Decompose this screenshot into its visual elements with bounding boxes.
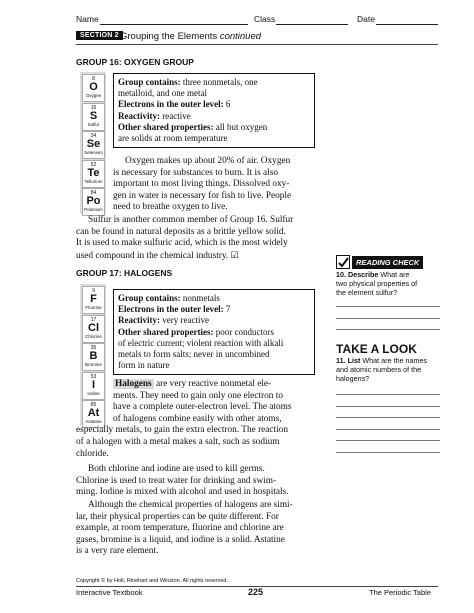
date-field[interactable] xyxy=(376,24,438,25)
check-icon xyxy=(336,255,350,269)
q11-number: 11. xyxy=(336,356,346,365)
q11-line-1: What are the names xyxy=(360,356,428,365)
class-field[interactable] xyxy=(276,24,348,25)
element-symbol: B xyxy=(89,350,98,362)
element-name: Fluorine xyxy=(85,305,102,310)
g16-l1-text: three nonmetals, one xyxy=(180,77,258,87)
germs-line-1: Both chlorine and iodine are used to kill germs. xyxy=(88,464,265,474)
section-continued: continued xyxy=(219,31,262,42)
element-name: Oxygen xyxy=(85,93,102,98)
element-name: Polonium xyxy=(84,207,103,212)
name-label: Name xyxy=(76,14,99,24)
element-tile xyxy=(82,74,105,102)
section-title xyxy=(120,31,261,42)
oxygen-line-4: gen in water is necessary for fish to live. People xyxy=(113,190,292,201)
g17-l1-label: Group contains: xyxy=(118,293,181,303)
element-tile xyxy=(82,160,105,188)
oxygen-paragraph xyxy=(113,156,315,214)
page-number: 225 xyxy=(248,587,264,597)
g16-l5-label: Other shared properties: xyxy=(118,121,214,132)
question-10 xyxy=(336,271,440,297)
g16-l3-text: 6 xyxy=(223,99,231,110)
oxygen-line-3: important to most living things. Dissolved oxy- xyxy=(113,179,290,190)
q11-answer-lines[interactable] xyxy=(336,394,440,463)
q10-line-1: What are xyxy=(378,270,410,279)
sulfur-line-1: Sulfur is another common member of Group 16. Sulfur xyxy=(88,215,294,225)
take-a-look-heading: TAKE A LOOK xyxy=(336,342,417,356)
q11-verb: List xyxy=(347,356,361,365)
properties-line-2: lar, their physical properties can be quite different. For xyxy=(76,511,279,522)
reading-check-checkbox-icon: ☑ xyxy=(230,249,239,260)
question-11 xyxy=(336,357,440,383)
sulfur-line-3: It is used to make sulfuric acid, which is the most widely xyxy=(76,238,288,249)
germs-paragraph xyxy=(76,464,316,499)
g17-l5-text: of electric current; violent reaction with alkali xyxy=(118,337,284,348)
element-tile xyxy=(82,343,105,371)
g16-l6-text: are solids at room temperature xyxy=(118,133,228,144)
element-symbol: At xyxy=(87,407,100,419)
element-number: 17 xyxy=(90,316,97,323)
element-symbol: F xyxy=(90,293,97,305)
element-tile xyxy=(82,286,105,314)
element-name: Sulfur xyxy=(87,121,100,127)
element-name: Chlorine xyxy=(85,333,102,339)
halogens-highlight: Halogens xyxy=(115,379,152,389)
group16-title: GROUP 16: OXYGEN GROUP xyxy=(76,57,194,67)
g16-l4-label: Reactivity: xyxy=(118,110,160,121)
g17-l7-text: form in nature xyxy=(118,360,170,371)
section-title-text: Grouping the Elements xyxy=(120,31,218,42)
element-symbol: Se xyxy=(86,138,101,150)
halogens-line-1: are very reactive nonmetal ele- xyxy=(153,379,272,389)
element-name: Tellurium xyxy=(84,178,103,184)
q11-line-2: and atomic numbers of the xyxy=(336,364,422,374)
class-label: Class xyxy=(254,14,276,24)
group17-title: GROUP 17: HALOGENS xyxy=(76,268,173,278)
header-rule xyxy=(76,44,438,45)
q10-number: 10. xyxy=(336,270,346,279)
q10-line-3: the element sulfur? xyxy=(336,287,398,297)
footer-right: The Periodic Table xyxy=(369,588,431,597)
germs-line-3: ming. Iodine is mixed with alcohol and used in hospitals. xyxy=(76,487,289,498)
properties-line-5: is a very rare element. xyxy=(76,546,159,557)
element-tile xyxy=(82,315,105,343)
reading-check-header xyxy=(336,255,423,269)
element-name: Iodine xyxy=(87,390,100,396)
g17-l3-label: Reactivity: xyxy=(118,315,160,326)
halogens-line-4: of halogens combine easily with other atoms, xyxy=(113,413,282,424)
g17-l6-text: metals to form salts; never in uncombined xyxy=(118,349,270,360)
element-tile xyxy=(82,103,105,131)
properties-paragraph xyxy=(76,500,316,558)
element-number: 53 xyxy=(90,373,97,380)
q10-answer-lines[interactable] xyxy=(336,306,440,341)
oxygen-line-1: Oxygen makes up about 20% of air. Oxygen xyxy=(125,156,291,166)
element-number: 34 xyxy=(90,133,97,139)
sulfur-line-2: can be found in natural deposits as a brittle yellow solid. xyxy=(76,226,286,237)
halogens-line-6: of a halogen with a metal makes a salt, such as sodium xyxy=(76,436,280,447)
g16-l2-text: metalloid, and one metal xyxy=(118,88,207,99)
g17-l4-label: Other shared properties: xyxy=(118,326,214,337)
q10-verb: Describe xyxy=(348,270,379,279)
element-number: 35 xyxy=(90,345,97,351)
element-tile xyxy=(82,188,105,216)
halogens-paragraph xyxy=(76,379,316,460)
date-label: Date xyxy=(357,14,375,24)
section-badge: SECTION 2 xyxy=(76,31,123,40)
footer-left: Interactive Textbook xyxy=(76,588,143,597)
halogens-line-7: chloride. xyxy=(76,448,109,459)
element-number: 9 xyxy=(92,288,95,294)
element-symbol: I xyxy=(91,378,96,391)
name-field[interactable] xyxy=(100,24,248,25)
sulfur-line-4: used compound in the chemical industry. xyxy=(76,250,229,261)
element-name: Bromine xyxy=(85,362,102,367)
g17-l1-text: nonmetals xyxy=(180,293,220,303)
element-symbol: Cl xyxy=(88,321,99,334)
element-symbol: Po xyxy=(86,195,101,207)
element-number: 52 xyxy=(90,161,97,168)
copyright: Copyright © by Holt, Rinehart and Winston. All rights reserved. xyxy=(76,578,229,584)
g16-l1-label: Group contains: xyxy=(118,77,181,87)
element-symbol: Te xyxy=(87,166,100,179)
q11-line-3: halogens? xyxy=(336,373,370,383)
properties-line-1: Although the chemical properties of halogens are simi- xyxy=(88,500,293,510)
g16-l5-text: all but oxygen xyxy=(213,121,268,132)
group16-info-box xyxy=(113,73,315,148)
element-symbol: S xyxy=(89,109,98,122)
g16-l4-text: reactive xyxy=(159,110,191,121)
sulfur-paragraph xyxy=(76,215,316,262)
q10-line-2: two physical properties of xyxy=(336,278,418,288)
halogens-line-2: ments. They need to gain only one electron to xyxy=(113,390,283,401)
g17-l4-text: poor conductors xyxy=(213,326,274,337)
g17-l3-text: very reactive xyxy=(159,315,209,326)
element-name: Astatine xyxy=(85,419,102,424)
element-number: 8 xyxy=(92,76,95,82)
reading-check-badge: READING CHECK xyxy=(352,256,423,269)
g17-l2-text: 7 xyxy=(223,304,231,315)
element-number: 85 xyxy=(90,402,97,408)
element-number: 84 xyxy=(90,190,97,196)
properties-line-4: gases, bromine is a liquid, and iodine is a solid. Astatine xyxy=(76,534,285,545)
element-name: Selenium xyxy=(84,150,103,155)
g17-l2-label: Electrons in the outer level: xyxy=(118,304,224,315)
element-tile xyxy=(82,131,105,159)
element-symbol: O xyxy=(89,81,98,93)
germs-line-2: Chlorine is used to treat water for drinking and swim- xyxy=(76,475,277,486)
halogens-line-3: have a complete outer-electron level. The atoms xyxy=(113,402,292,413)
element-number: 16 xyxy=(90,104,97,111)
properties-line-3: example, at room temperature, fluorine and chlorine are xyxy=(76,523,284,534)
group17-info-box xyxy=(113,289,315,375)
g16-l3-label: Electrons in the outer level: xyxy=(118,99,224,110)
oxygen-line-5: need to breathe oxygen to live. xyxy=(113,202,228,213)
oxygen-line-2: is necessary for substances to burn. It is also xyxy=(113,167,278,178)
halogens-line-5: especially metals, to gain the extra electron. The reaction xyxy=(76,425,289,436)
